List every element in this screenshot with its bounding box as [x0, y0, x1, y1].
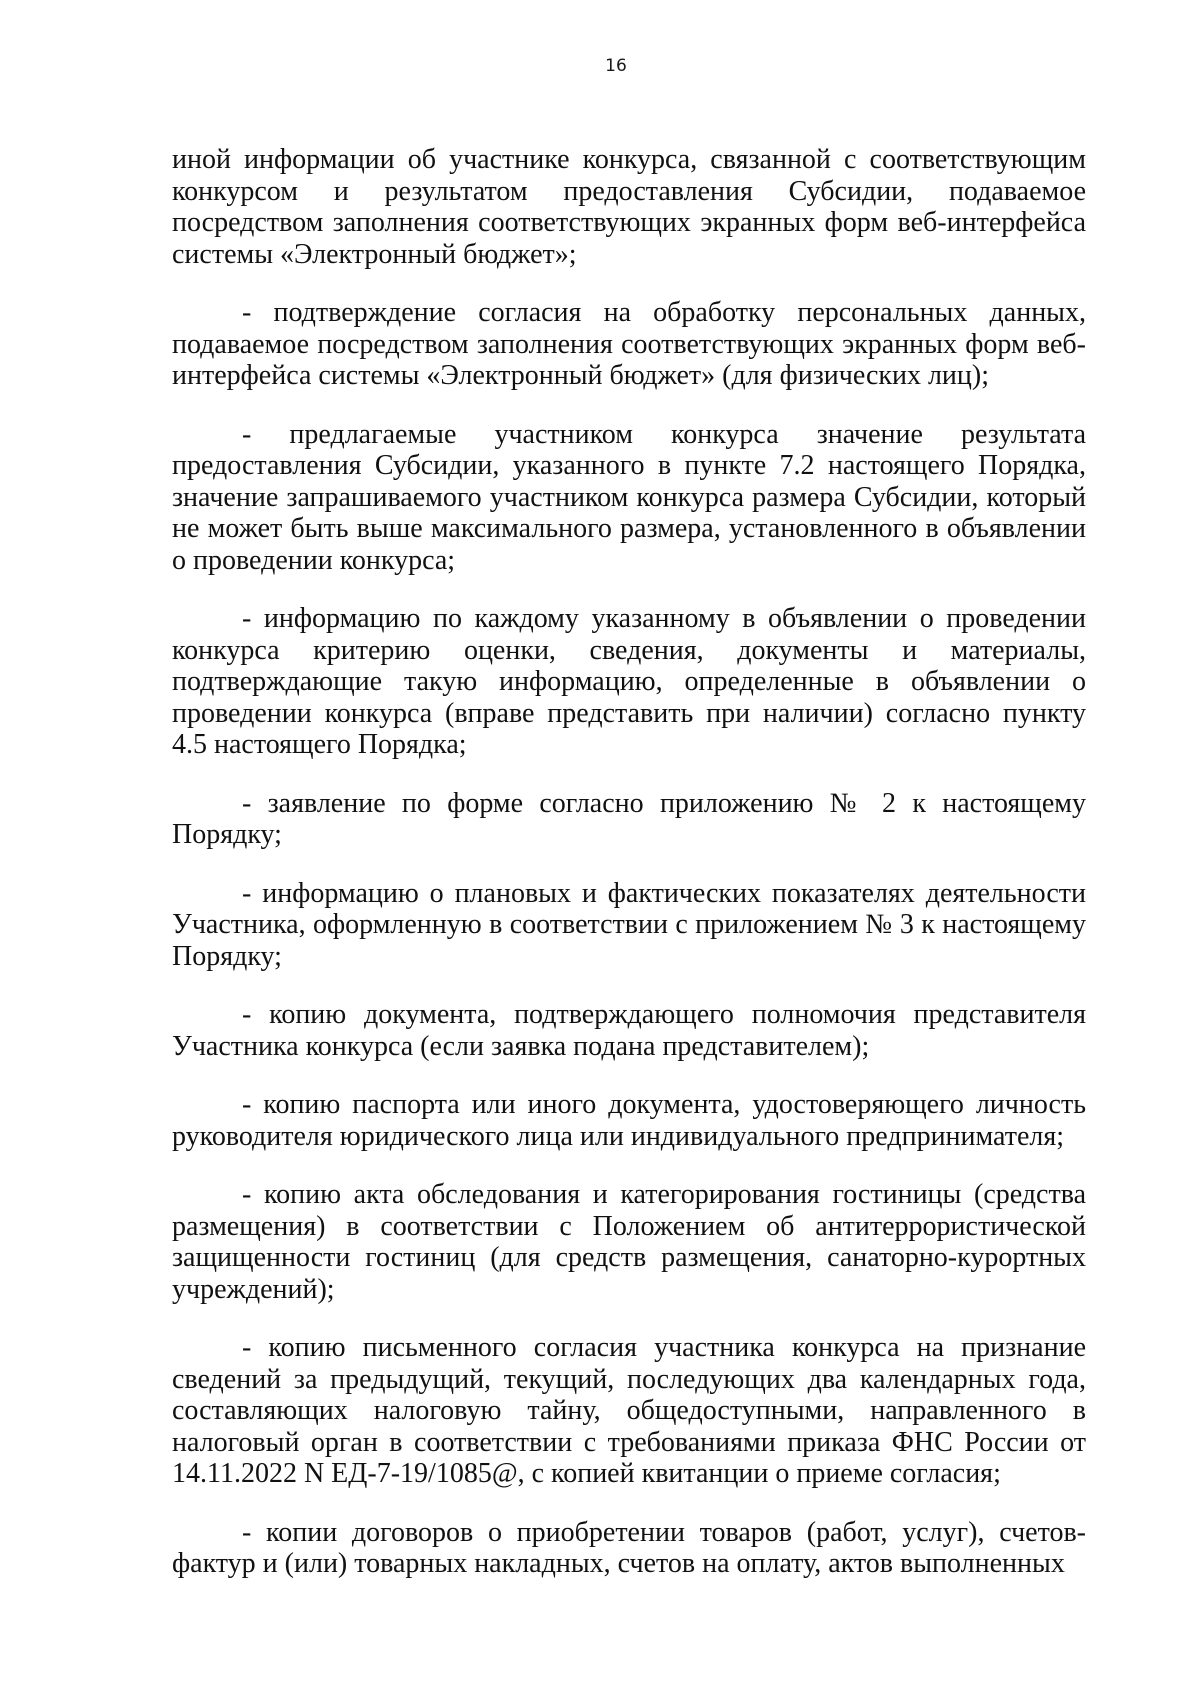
page-number: 16: [605, 56, 627, 76]
paragraph-continuation: иной информации об участнике конкурса, связанной с соответствующим конкурсом и результатом предоставления Субсидии, подаваемое посредством заполнения соответствующих экранных форм веб-интерфейса системы «Электронный бюджет»;: [172, 144, 1086, 270]
paragraph-planned-actual-indicators: - информацию о плановых и фактических показателях деятельности Участника, оформленную в соответствии с приложением № 3 к настоящему Порядку;: [172, 877, 1086, 972]
document-body: [172, 144, 1086, 1607]
paragraph-representative-authority: - копию документа, подтверждающего полномочия представителя Участника конкурса (если заявка подана представителем);: [172, 999, 1086, 1062]
paragraph-application-form: - заявление по форме согласно приложению № 2 к настоящему Порядку;: [172, 787, 1086, 850]
paragraph-contracts-copies: - копии договоров о приобретении товаров (работ, услуг), счетов-фактур и (или) товарных накладных, счетов на оплату, актов выполненных: [172, 1516, 1086, 1579]
paragraph-consent-personal-data: - подтверждение согласия на обработку персональных данных, подаваемое посредством заполнения соответствующих экранных форм веб-интерфейса системы «Электронный бюджет» (для физических лиц);: [172, 297, 1086, 391]
paragraph-evaluation-criteria-info: - информацию по каждому указанному в объявлении о проведении конкурса критерию оценки, сведения, документы и материалы, подтверждающие такую информацию, определенные в объявлении о проведении конкурса (вправе представить при наличии) согласно пункту 4.5 настоящего Порядка;: [172, 603, 1086, 760]
paragraph-hotel-inspection-act: - копию акта обследования и категорирования гостиницы (средства размещения) в соответствии с Положением об антитеррористической защищенности гостиниц (для средств размещения, санаторно-курортных учреждений);: [172, 1179, 1086, 1305]
paragraph-tax-secret-consent: - копию письменного согласия участника конкурса на признание сведений за предыдущий, текущий, последующих два календарных года, составляющих налоговую тайну, общедоступными, направленного в налоговый орган в соответствии с требованиями приказа ФНС России от 14.11.2022 N ЕД-7-19/1085@, с копией квитанции о приеме согласия;: [172, 1332, 1086, 1489]
paragraph-proposed-result-value: - предлагаемые участником конкурса значение результата предоставления Субсидии, указанного в пункте 7.2 настоящего Порядка, значение запрашиваемого участником конкурса размера Субсидии, который не может быть выше максимального размера, установленного в объявлении о проведении конкурса;: [172, 418, 1086, 576]
paragraph-passport-copy: - копию паспорта или иного документа, удостоверяющего личность руководителя юридического лица или индивидуального предпринимателя;: [172, 1089, 1086, 1152]
